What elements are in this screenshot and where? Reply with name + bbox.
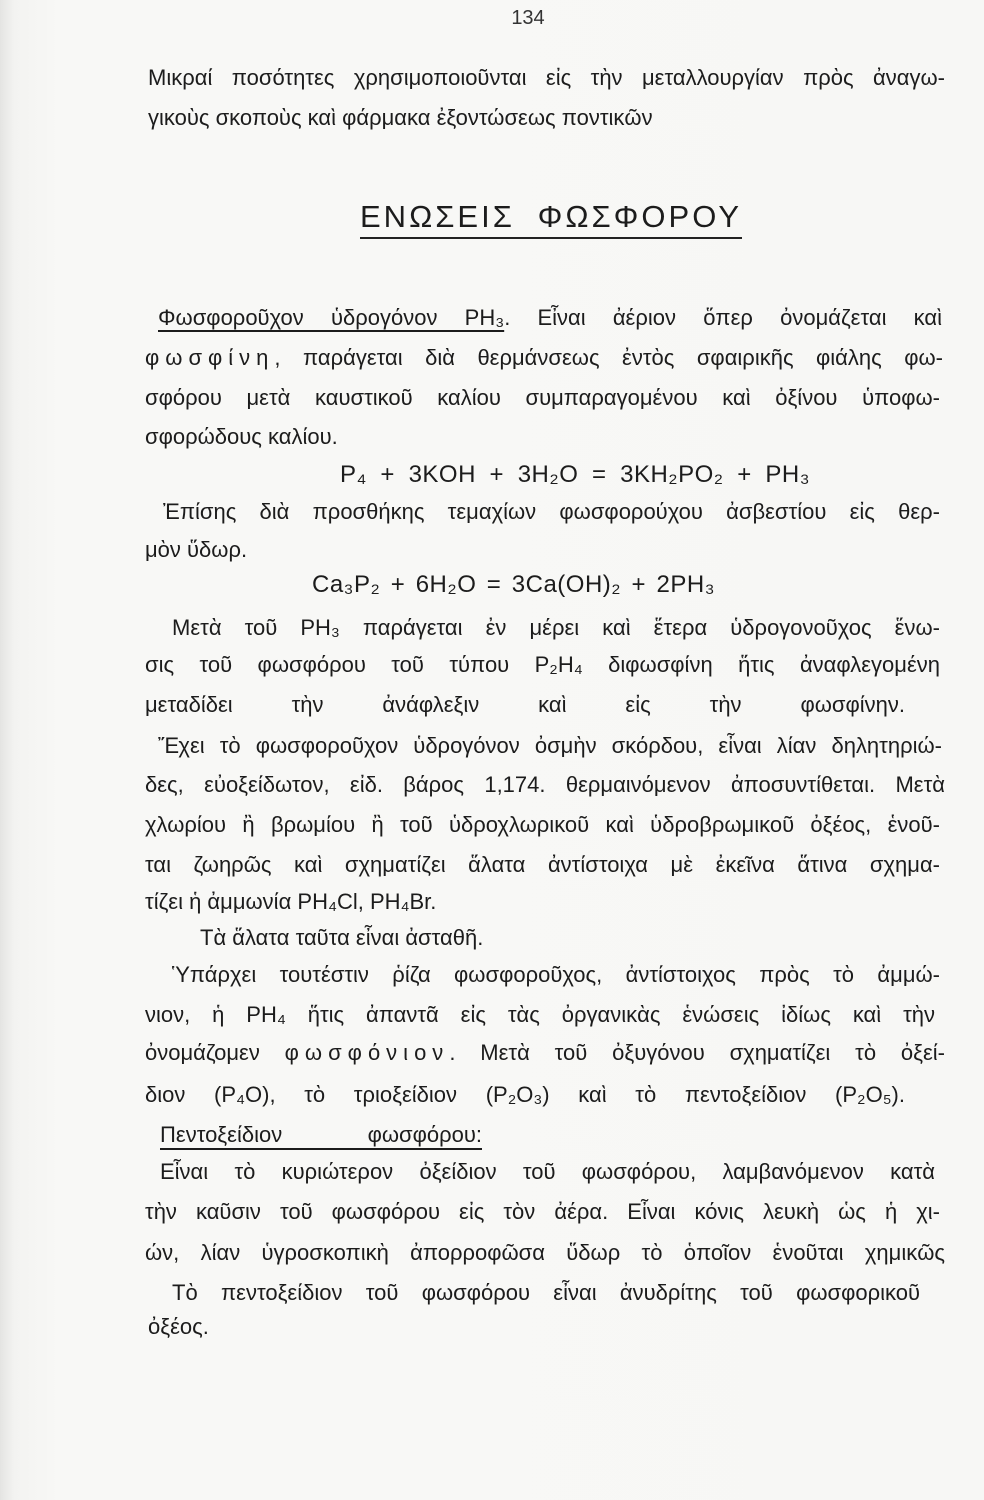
line-text: Τὸ πεντοξείδιον τοῦ φωσφόρου εἶναι ἀνυδρίτης τοῦ φωσφορικοῦ — [172, 1280, 920, 1305]
phosphine-line-rest: , παράγεται διὰ θερμάνσεως ἐντὸς σφαιρικῆς φιάλης φω- — [274, 345, 943, 370]
line-text: γικοὺς σκοποὺς καὶ φάρμακα ἐξοντώσεως ποντικῶν — [148, 105, 653, 130]
phosphine-line — [145, 422, 943, 452]
properties-line — [145, 850, 940, 880]
salts-note — [200, 923, 900, 953]
pentoxide-line — [145, 1238, 945, 1268]
phosphonium-line — [145, 1000, 935, 1030]
phosphine-name: φωσφίνη — [145, 345, 275, 370]
diphosphine-line — [145, 690, 905, 720]
phosphonium-line — [172, 960, 940, 990]
equation-2 — [312, 570, 715, 600]
diphosphine-line — [172, 613, 940, 643]
phosphine-line — [158, 303, 942, 333]
phosphonium-line-rest: . Μετὰ τοῦ ὀξυγόνου σχηματίζει τὸ ὀξεί- — [449, 1040, 945, 1065]
line-text: μὸν ὕδωρ. — [145, 537, 248, 562]
phosphine-line — [163, 497, 940, 527]
section-title — [360, 197, 742, 239]
page-number-text: 134 — [511, 7, 545, 29]
line-text: Ἔχει τὸ φωσφοροῦχον ὑδρογόνον ὀσμὴν σκόρδου, εἶναι λίαν δηλητηριώ- — [158, 733, 942, 758]
line-text: μεταδίδει τὴν ἀνάφλεξιν καὶ εἰς τὴν φωσφίνην. — [145, 692, 905, 717]
line-text: Ἐπίσης διὰ προσθήκης τεμαχίων φωσφορούχου ἀσβεστίου εἰς θερ- — [163, 499, 940, 524]
phosphine-line — [145, 343, 943, 373]
phosphonium-line — [145, 1080, 905, 1110]
section-title-text: ΕΝΩΣΕΙΣ ΦΩΣΦΟΡΟΥ — [360, 199, 742, 234]
line-text: σφορώδους καλίου. — [145, 424, 338, 449]
line-text — [145, 1040, 945, 1065]
phosphonium-line — [145, 1038, 945, 1068]
line-text: Τὰ ἅλατα ταῦτα εἶναι ἀσταθῆ. — [200, 925, 484, 950]
line-text: τὴν καῦσιν τοῦ φωσφόρου εἰς τὸν ἀέρα. Εἶναι κόνις λευκὴ ὡς ἡ χι- — [145, 1199, 940, 1224]
page-number — [508, 4, 548, 32]
equation-text: Ca₃P₂ + 6H₂O = 3Ca(OH)₂ + 2PH₃ — [312, 571, 715, 598]
equation-text: P₄ + 3KOH + 3H₂O = 3KH₂PO₂ + PH₃ — [340, 461, 810, 488]
pentoxide-title-text: Πεντοξείδιον φωσφόρου: — [160, 1122, 482, 1147]
line-text: ών, λίαν ὑγροσκοπικὴ ἀπορροφῶσα ὕδωρ τὸ ὁποῖον ἑνοῦται χημικῶς — [145, 1240, 945, 1265]
line-text: Εἶναι τὸ κυριώτερον ὀξείδιον τοῦ φωσφόρου, λαμβανόμενον κατὰ — [160, 1159, 935, 1184]
intro-line — [148, 103, 945, 133]
phosphine-term: Φωσφοροῦχον ὑδρογόνον PH₃ — [158, 305, 505, 330]
intro-line — [148, 63, 945, 93]
line-text: σφόρου μετὰ καυστικοῦ καλίου συμπαραγομένου καὶ ὀξίνου ὑποφω- — [145, 385, 940, 410]
line-text: νιον, ἡ PH₄ ἥτις ἀπαντᾶ εἰς τὰς ὀργανικὰς ἑνώσεις ἰδίως καὶ τὴν — [145, 1002, 935, 1027]
line-text: Μικραί ποσότητες χρησιμοποιοῦνται εἰς τὴν μεταλλουργίαν πρὸς ἀναγω- — [148, 65, 945, 90]
line-text: Μετὰ τοῦ PH₃ παράγεται ἐν μέρει καὶ ἕτερα ὑδρογονοῦχος ἕνω- — [172, 615, 940, 640]
line-text: χλωρίου ἢ βρωμίου ἢ τοῦ ὑδροχλωρικοῦ καὶ ὑδροβρωμικοῦ ὀξέος, ἑνοῦ- — [145, 812, 940, 837]
pentoxide-title — [160, 1120, 482, 1150]
properties-line — [145, 770, 945, 800]
line-text: σις τοῦ φωσφόρου τοῦ τύπου P₂H₄ διφωσφίνη ἥτις ἀναφλεγομένη — [145, 652, 940, 677]
pentoxide-line — [148, 1312, 938, 1342]
phosphine-line — [145, 383, 940, 413]
phosphine-line-rest: . Εἶναι ἀέριον ὅπερ ὀνομάζεται καὶ — [504, 305, 942, 330]
phosphonium-name: φωσφόνιον — [284, 1040, 450, 1065]
properties-line — [158, 731, 942, 761]
pentoxide-line — [172, 1278, 920, 1308]
line-text: τίζει ἡ ἀμμωνία PH₄Cl, PH₄Br. — [145, 889, 437, 914]
line-text: διον (P₄O), τὸ τριοξείδιον (P₂O₃) καὶ τὸ πεντοξείδιον (P₂O₅). — [145, 1082, 905, 1107]
phosphonium-line-start: ὀνομάζομεν — [145, 1040, 260, 1065]
diphosphine-line — [145, 650, 940, 680]
pentoxide-line — [160, 1157, 935, 1187]
properties-line — [145, 887, 943, 917]
line-text: Ὑπάρχει τουτέστιν ῥίζα φωσφοροῦχος, ἀντίστοιχος πρὸς τὸ ἀμμώ- — [172, 962, 940, 987]
properties-line — [145, 810, 940, 840]
pentoxide-line — [145, 1197, 940, 1227]
phosphine-line — [145, 535, 943, 565]
line-text — [158, 305, 942, 330]
line-text: δες, εὐοξείδωτον, εἰδ. βάρος 1,174. θερμαινόμενον ἀποσυντίθεται. Μετὰ — [145, 772, 945, 797]
line-text: ται ζωηρῶς καὶ σχηματίζει ἅλατα ἀντίστοιχα μὲ ἐκεῖνα ἅτινα σχημα- — [145, 852, 940, 877]
line-text: ὀξέος. — [148, 1314, 209, 1339]
line-text — [145, 345, 943, 370]
equation-1 — [340, 460, 810, 490]
